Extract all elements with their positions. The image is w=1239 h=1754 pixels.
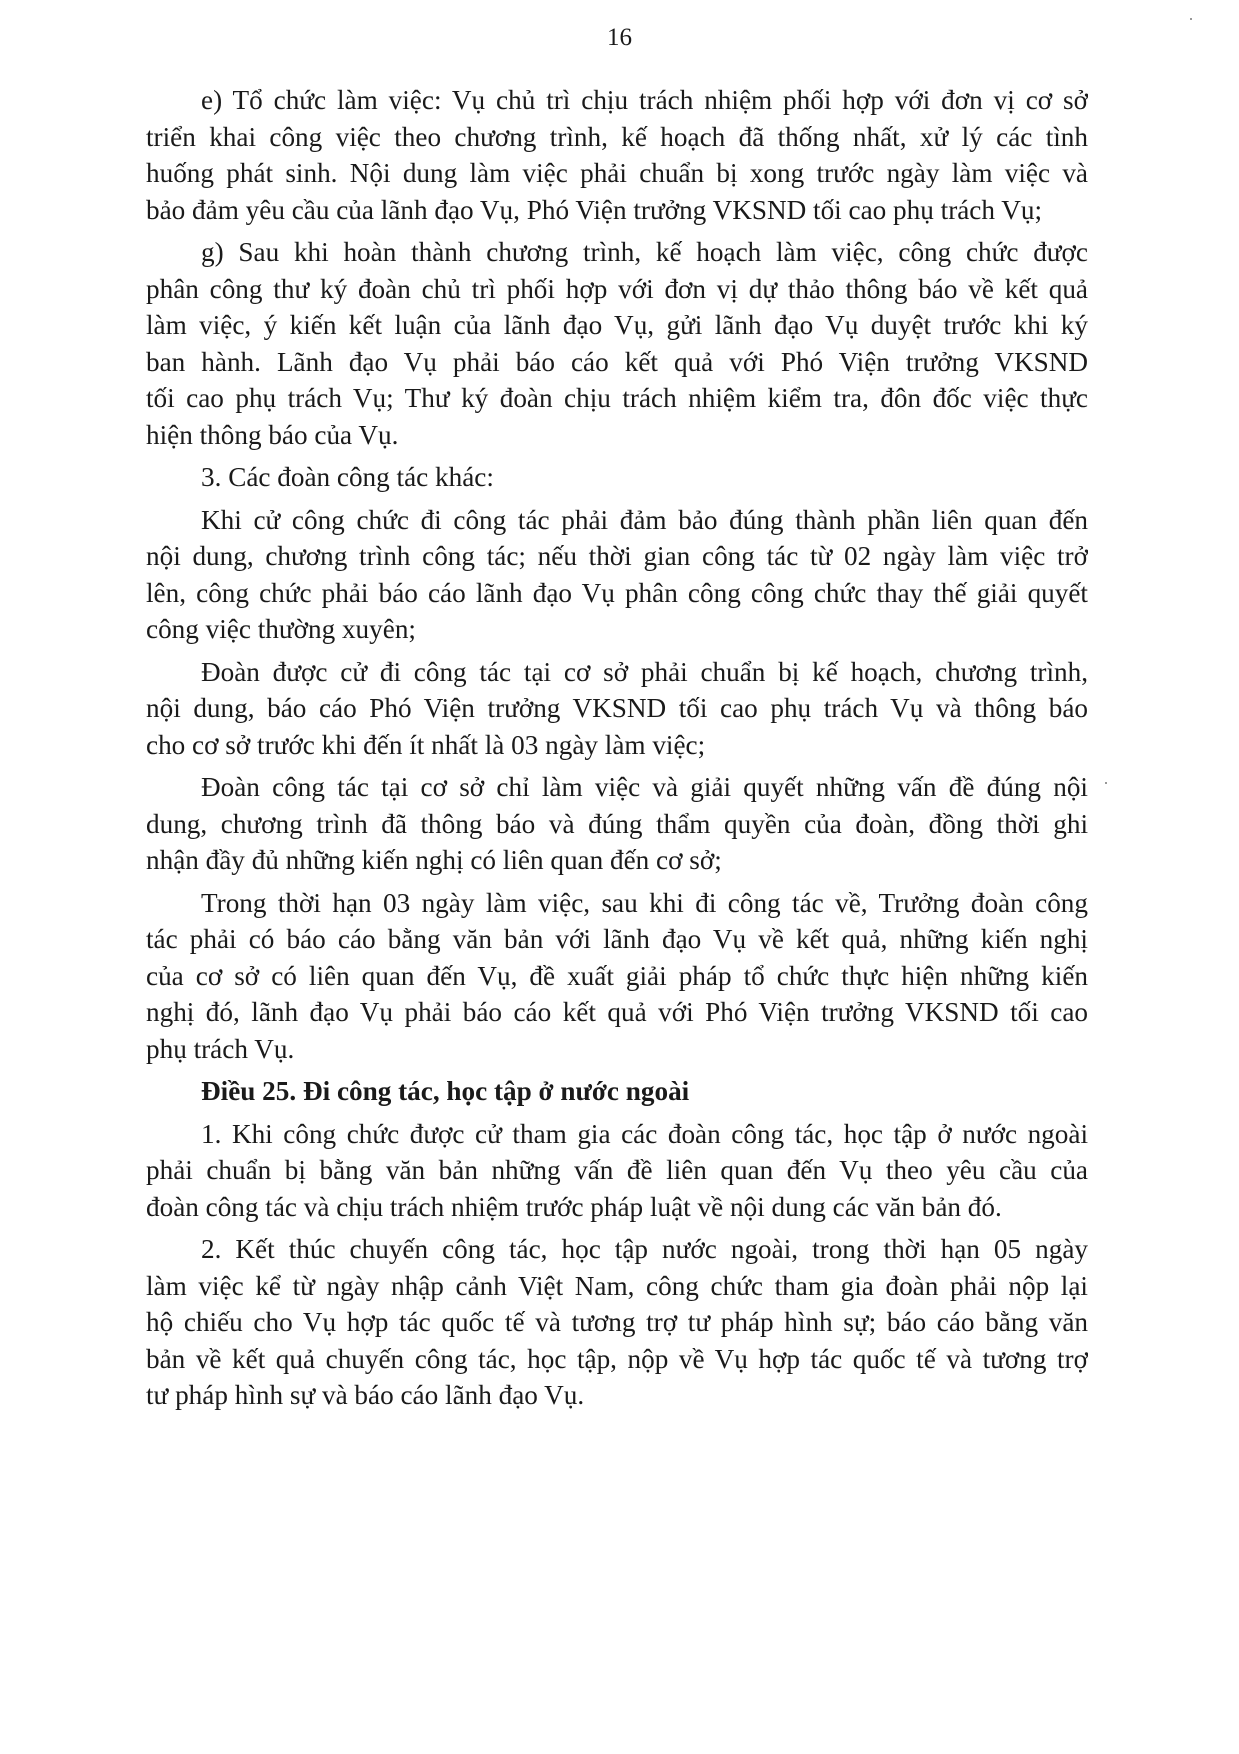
text-line: g) Sau khi hoàn thành chương trình, kế hoạch làm việc, công chức được (201, 237, 1088, 267)
paragraph-khi-cu (146, 502, 1088, 648)
text-line: dung, chương trình đã thông báo và đúng thẩm quyền của đoàn, đồng thời ghi (146, 808, 1088, 839)
text-line: tác phải có báo cáo bằng văn bản với lãnh đạo Vụ về kết quả, những kiến nghị (146, 924, 1088, 954)
text-line: cho cơ sở trước khi đến ít nhất là 03 ngày làm việc; (146, 729, 706, 760)
paragraph-item-2 (146, 1231, 1088, 1414)
paragraph-trong-thoi-han (146, 885, 1088, 1068)
text-line: huống phát sinh. Nội dung làm việc phải chuẩn bị xong trước ngày làm việc và (146, 158, 1088, 188)
text-line: nội dung, chương trình công tác; nếu thời gian công tác từ 02 ngày làm việc trở (146, 541, 1088, 571)
text-line: Khi cử công chức đi công tác phải đảm bảo đúng thành phần liên quan đến (201, 504, 1088, 535)
text-line: lên, công chức phải báo cáo lãnh đạo Vụ phân công công chức thay thế giải quyết (146, 577, 1088, 608)
text-line: làm việc kể từ ngày nhập cảnh Việt Nam, công chức tham gia đoàn phải nộp lại (146, 1270, 1088, 1301)
text-line: 3. Các đoàn công tác khác: (201, 462, 494, 492)
text-line: công việc thường xuyên; (146, 614, 416, 644)
text-line: e) Tổ chức làm việc: Vụ chủ trì chịu trách nhiệm phối hợp với đơn vị cơ sở (201, 85, 1088, 115)
document-body (146, 82, 1088, 1420)
paragraph-item-1 (146, 1116, 1088, 1226)
text-line: của cơ sở có liên quan đến Vụ, đề xuất giải pháp tổ chức thực hiện những kiến (146, 960, 1088, 991)
text-line: đoàn công tác và chịu trách nhiệm trước pháp luật về nội dung các văn bản đó. (146, 1191, 1002, 1222)
text-line: Đoàn công tác tại cơ sở chỉ làm việc và giải quyết những vấn đề đúng nội (201, 772, 1088, 802)
text-line: hộ chiếu cho Vụ hợp tác quốc tế và tương trợ tư pháp hình sự; báo cáo bằng văn (146, 1307, 1088, 1337)
text-line: hiện thông báo của Vụ. (146, 419, 399, 450)
text-line: 1. Khi công chức được cử tham gia các đoàn công tác, học tập ở nước ngoài (201, 1118, 1088, 1149)
paragraph-item-3 (146, 459, 1088, 496)
text-line: làm việc, ý kiến kết luận của lãnh đạo Vụ, gửi lãnh đạo Vụ duyệt trước khi ký (146, 310, 1088, 340)
page-number: 16 (607, 24, 632, 51)
text-line: phụ trách Vụ. (146, 1033, 295, 1064)
paragraph-doan-duoc-cu (146, 654, 1088, 764)
paragraph-g (146, 234, 1088, 453)
text-line: tư pháp hình sự và báo cáo lãnh đạo Vụ. (146, 1380, 585, 1410)
text-line: nghị đó, lãnh đạo Vụ phải báo cáo kết quả với Phó Viện trưởng VKSND tối cao (146, 997, 1088, 1027)
text-line: phải chuẩn bị bằng văn bản những vấn đề liên quan đến Vụ theo yêu cầu của (146, 1155, 1088, 1185)
text-line: nội dung, báo cáo Phó Viện trưởng VKSND tối cao phụ trách Vụ và thông báo (146, 693, 1088, 723)
text-line: nhận đầy đủ những kiến nghị có liên quan đến cơ sở; (146, 845, 722, 875)
section-heading: Điều 25. Đi công tác, học tập ở nước ngoài (201, 1076, 690, 1106)
text-line: Đoàn được cử đi công tác tại cơ sở phải chuẩn bị kế hoạch, chương trình, (201, 656, 1088, 687)
paragraph-e (146, 82, 1088, 228)
text-line: 2. Kết thúc chuyến công tác, học tập nước ngoài, trong thời hạn 05 ngày (201, 1234, 1088, 1264)
text-line: tối cao phụ trách Vụ; Thư ký đoàn chịu trách nhiệm kiểm tra, đôn đốc việc thực (146, 383, 1088, 413)
text-line: phân công thư ký đoàn chủ trì phối hợp với đơn vị dự thảo thông báo về kết quả (146, 273, 1088, 304)
scan-speck (1190, 18, 1192, 20)
text-line: ban hành. Lãnh đạo Vụ phải báo cáo kết quả với Phó Viện trưởng VKSND (146, 346, 1088, 377)
text-line: Trong thời hạn 03 ngày làm việc, sau khi đi công tác về, Trưởng đoàn công (201, 887, 1088, 918)
text-line: bảo đảm yêu cầu của lãnh đạo Vụ, Phó Viện trưởng VKSND tối cao phụ trách Vụ; (146, 194, 1043, 225)
scan-speck (1105, 782, 1107, 784)
article-25-heading (146, 1073, 1088, 1110)
paragraph-doan-cong-tac (146, 769, 1088, 879)
text-line: triển khai công việc theo chương trình, kế hoạch đã thống nhất, xử lý các tình (146, 121, 1088, 152)
text-line: bản về kết quả chuyến công tác, học tập, nộp về Vụ hợp tác quốc tế và tương trợ (146, 1343, 1088, 1374)
